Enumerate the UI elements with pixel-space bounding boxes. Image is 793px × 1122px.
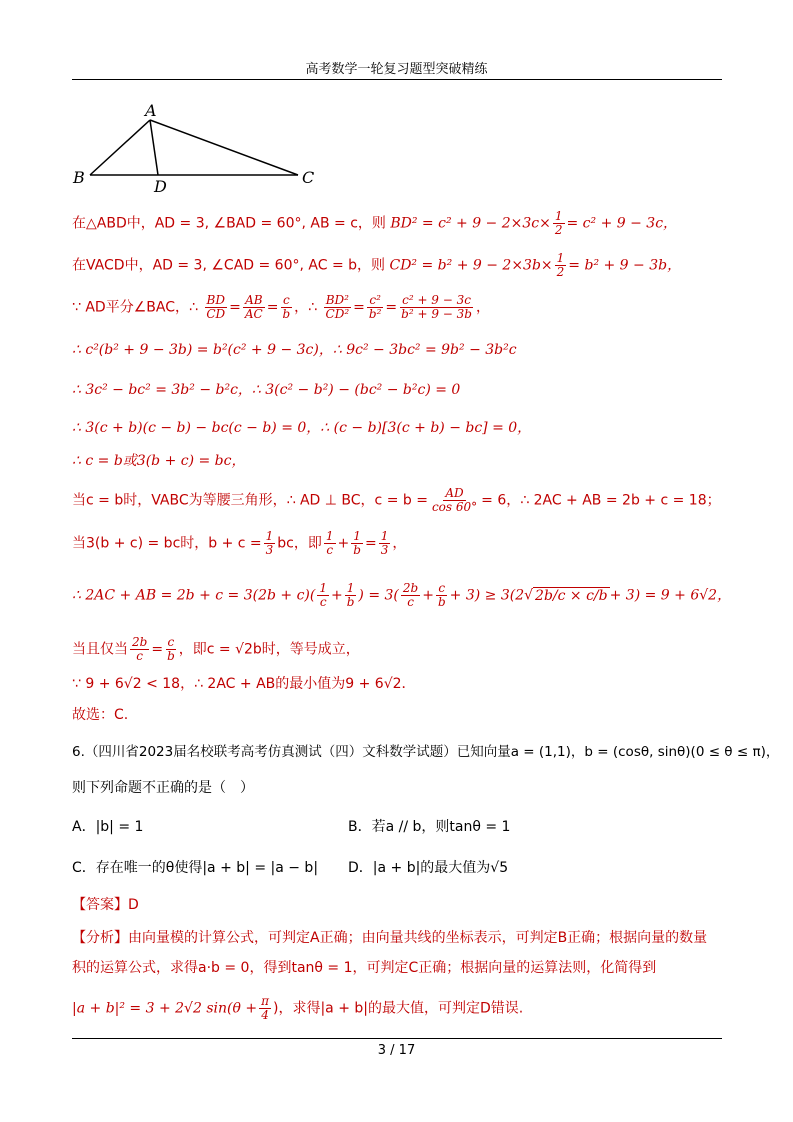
triangle-figure bbox=[70, 100, 330, 195]
solution-line-5: ∴ 3c² − bc² = 3b² − b²c，∴ 3(c² − b²) − (bc² − b²c) = 0 bbox=[72, 382, 461, 398]
analysis-line-2: 积的运算公式，求得a·b = 0，得到tanθ = 1，可判定C正确；根据向量的运算法则，化简得到 bbox=[72, 960, 657, 976]
solution-line-4: ∴ c²(b² + 9 − 3b) = b²(c² + 9 − 3c)，∴ 9c² − 3bc² = 9b² − 3b²c bbox=[72, 342, 517, 358]
fraction: $\frac{c}{b}$ bbox=[282, 293, 291, 321]
fraction: $\frac{1}{b}$ bbox=[346, 581, 355, 609]
fraction: $\frac{AD}{\cos 60^\circ}$ bbox=[431, 486, 478, 514]
fraction: $\frac{1}{c}$ bbox=[325, 529, 334, 557]
fraction: $\frac{1}{b}$ bbox=[353, 529, 361, 557]
fraction: $\frac{AB}{AC}$ bbox=[244, 293, 263, 321]
fraction: $\frac{1}{2}$ bbox=[556, 251, 565, 279]
solution-line-6: ∴ 3(c + b)(c − b) − bc(c − b) = 0，∴ (c − b)[3(c + b) − bc] = 0， bbox=[72, 420, 532, 436]
fraction: $\frac{c}{b}$ bbox=[167, 635, 175, 663]
fraction: $\frac{1}{2}$ bbox=[554, 209, 563, 237]
page-number: 3 / 17 bbox=[377, 1043, 416, 1058]
solution-line-12: ∵ 9 + 6√2 < 18，∴ 2AC + AB的最小值为9 + 6√2． bbox=[72, 676, 416, 692]
header-rule bbox=[72, 79, 722, 80]
question-stem: 6.（四川省2023届名校联考高考仿真测试（四）文科数学试题）已知向量a = (1,1)，b = (cosθ, sinθ)(0 ≤ θ ≤ π)， bbox=[72, 744, 780, 760]
fraction: $\frac{2b}{c}$ bbox=[402, 581, 419, 609]
analysis-line-3: |a + b|² = 3 + 2√2 sin(θ + $\frac{\pi}{4}$ )，求得|a + b|的最大值，可判定D错误. bbox=[72, 994, 524, 1022]
solution-line-8: 当c = b时，VABC为等腰三角形，∴ AD ⊥ BC，c = b = $\frac{AD}{\cos 60^\circ}$ = 6，∴ 2AC + AB = 2b + c = 18； bbox=[72, 486, 721, 514]
solution-line-1: 在△ABD中，AD = 3, ∠BAD = 60°, AB = c，则 BD² = c² + 9 − 2×3c× $\frac{1}{2}$ = c² + 9 − 3c， bbox=[72, 209, 678, 237]
choice-a: A．|b| = 1 bbox=[72, 819, 144, 835]
footer-rule bbox=[72, 1038, 722, 1039]
question-stem-2: 则下列命题不正确的是（ ） bbox=[72, 780, 254, 796]
choice-b: B．若a // b，则tanθ = 1 bbox=[348, 819, 511, 835]
fraction: $\frac{\pi}{4}$ bbox=[261, 994, 269, 1022]
fraction: $\frac{2b}{c}$ bbox=[132, 635, 148, 663]
answer-label: 【答案】D bbox=[72, 897, 139, 913]
fraction: $\frac{c}{b}$ bbox=[437, 581, 446, 609]
solution-line-2: 在VACD中，AD = 3, ∠CAD = 60°, AC = b，则 CD² = b² + 9 − 2×3b× $\frac{1}{2}$ = b² + 9 − 3b， bbox=[72, 251, 682, 279]
solution-line-9: 当3(b + c) = bc时，b + c = $\frac{1}{3}$ bc，即 $\frac{1}{c}$ + $\frac{1}{b}$ = $\frac{1}{3}$ ， bbox=[72, 529, 407, 557]
choice-c: C．存在唯一的θ使得|a + b| = |a − b| bbox=[72, 860, 319, 876]
fraction: $\frac{\text{c²}}{\text{b²}}$ bbox=[368, 293, 382, 321]
radicand: 2b/c × c/b bbox=[535, 587, 608, 604]
vertex-c-label: C bbox=[302, 168, 315, 187]
fraction: $\frac{1}{c}$ bbox=[319, 581, 327, 609]
fraction: $\frac{\text{c² + 9 − 3c}}{\text{b² + 9 − 3b}}$ bbox=[401, 293, 472, 321]
analysis-line-1: 【分析】由向量模的计算公式，可判定A正确；由向量共线的坐标表示，可判定B正确；根据向量的数量 bbox=[72, 930, 708, 946]
fraction: $\frac{1}{3}$ bbox=[265, 529, 274, 557]
solution-line-3: ∵ AD平分∠BAC，∴ $\frac{BD}{CD}$ = $\frac{AB}{AC}$ = $\frac{c}{b}$ ，∴ $\frac{\text{BD²}}{\text{CD²}}$ = $\frac{\text{c²}}{\text{b²}}$ = $\frac{\text{c² + 9 − 3c}}{\text{b² + 9 − 3b}}$ ， bbox=[72, 293, 490, 321]
fraction: $\frac{\text{BD²}}{\text{CD²}}$ bbox=[325, 293, 350, 321]
vertex-a-label: A bbox=[145, 101, 157, 120]
vertex-b-label: B bbox=[73, 168, 85, 187]
solution-line-7: ∴ c = b或3(b + c) = bc， bbox=[72, 453, 246, 469]
page-header: 高考数学一轮复习题型突破精练 bbox=[305, 62, 488, 77]
point-d-label: D bbox=[154, 177, 167, 195]
fraction: $\frac{BD}{CD}$ bbox=[206, 293, 226, 321]
solution-line-11: 当且仅当 $\frac{2b}{c}$ = $\frac{c}{b}$ ，即c = √2b时，等号成立， bbox=[72, 635, 360, 663]
choice-d: D．|a + b|的最大值为√5 bbox=[348, 860, 509, 876]
fraction: $\frac{1}{3}$ bbox=[380, 529, 389, 557]
solution-line-13: 故选：C. bbox=[72, 707, 129, 723]
solution-line-10: ∴ 2AC + AB = 2b + c = 3(2b + c)( $\frac{1}{c}$ + $\frac{1}{b}$ ) = 3( $\frac{2b}{c}$ + $\frac{c}{b}$ + 3) ≥ 3(2√ 2b/c × c/b + 3) = 9 + 6√2， bbox=[72, 581, 732, 609]
